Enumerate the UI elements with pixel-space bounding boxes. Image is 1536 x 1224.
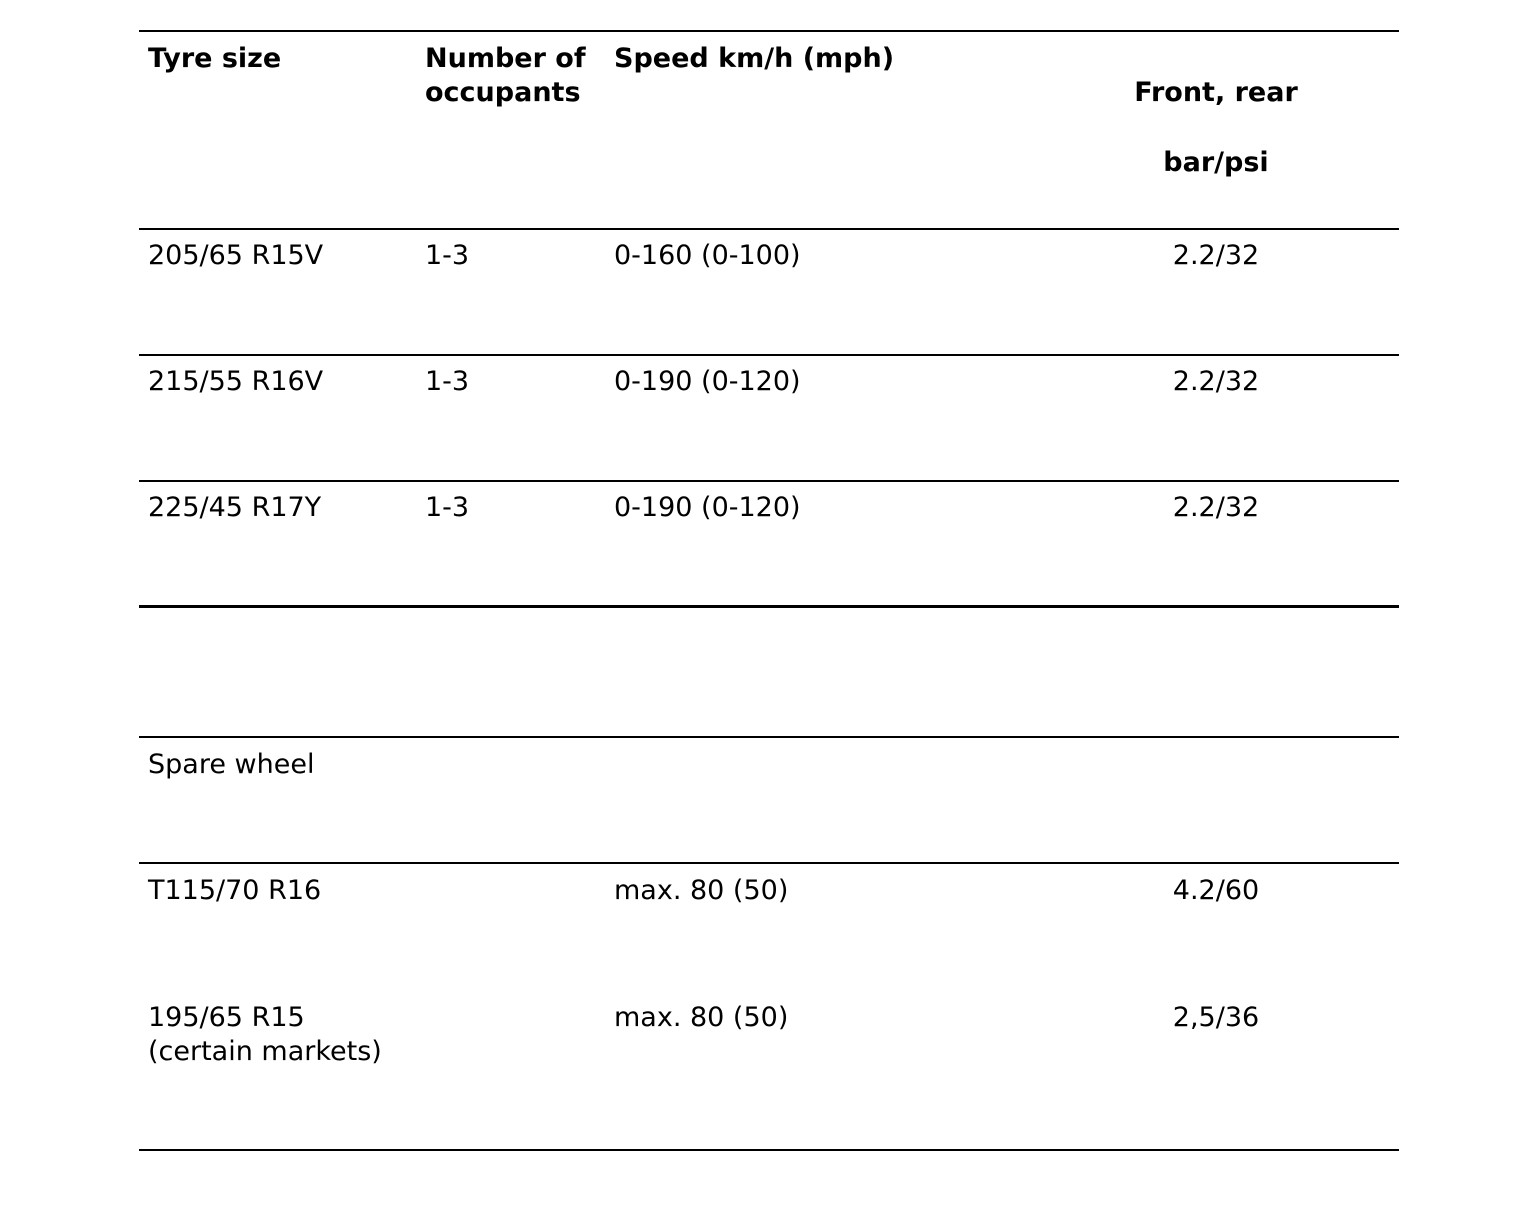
header-pressure-front-rear: Front, rear <box>1134 77 1298 108</box>
header-occupants: Number of occupants <box>425 43 586 108</box>
row-1-pressure: 2.2/32 <box>1172 240 1260 271</box>
row-rule <box>139 480 1399 482</box>
spare-row-2-pressure: 2,5/36 <box>1172 1002 1260 1033</box>
row-rule <box>139 354 1399 356</box>
header-bottom-rule <box>139 228 1399 230</box>
row-3-tyre-size: 225/45 R17Y <box>148 492 322 523</box>
row-3-pressure: 2.2/32 <box>1172 492 1260 523</box>
spare-wheel-title: Spare wheel <box>148 749 315 780</box>
table-top-rule <box>139 30 1399 32</box>
row-2-speed: 0-190 (0-120) <box>614 366 801 397</box>
row-3-speed: 0-190 (0-120) <box>614 492 801 523</box>
header-speed: Speed km/h (mph) <box>614 43 895 74</box>
spare-section-top-rule <box>139 736 1399 738</box>
header-pressure <box>1086 42 1346 214</box>
row-1-speed: 0-160 (0-100) <box>614 240 801 271</box>
row-2-pressure: 2.2/32 <box>1172 366 1260 397</box>
row-3-occupants: 1-3 <box>425 492 470 523</box>
row-1-tyre-size: 205/65 R15V <box>148 240 324 271</box>
header-tyre-size: Tyre size <box>148 43 282 74</box>
spare-row-1-speed: max. 80 (50) <box>614 875 789 906</box>
spare-row-2-tyre-size: 195/65 R15 (certain markets) <box>148 1002 382 1067</box>
spare-title-bottom-rule <box>139 862 1399 864</box>
spare-row-2-speed: max. 80 (50) <box>614 1002 789 1033</box>
table-bottom-rule <box>139 1149 1399 1151</box>
row-2-occupants: 1-3 <box>425 366 470 397</box>
row-2-tyre-size: 215/55 R16V <box>148 366 324 397</box>
header-pressure-unit: bar/psi <box>1163 147 1269 178</box>
table-section-rule <box>139 605 1399 608</box>
spare-row-1-pressure: 4.2/60 <box>1172 875 1260 906</box>
row-1-occupants: 1-3 <box>425 240 470 271</box>
spare-row-1-tyre-size: T115/70 R16 <box>148 875 322 906</box>
